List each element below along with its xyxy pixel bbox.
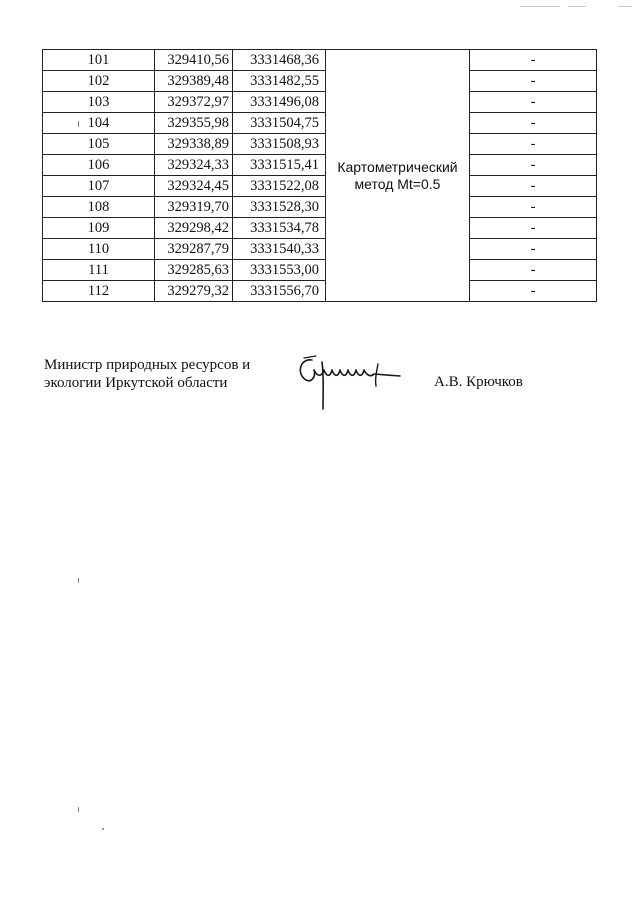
x-coordinate-cell: 329410,56	[155, 50, 233, 71]
y-coordinate-cell: 3331522,08	[233, 176, 326, 197]
value-cell: -	[470, 113, 597, 134]
x-coordinate-cell: 329319,70	[155, 197, 233, 218]
y-coordinate-cell: 3331556,70	[233, 281, 326, 302]
scan-noise	[618, 6, 632, 7]
x-coordinate-cell: 329287,79	[155, 239, 233, 260]
point-number-cell: 111	[43, 260, 155, 281]
x-coordinate-cell: 329338,89	[155, 134, 233, 155]
signoff-title-line-2: экологии Иркутской области	[44, 375, 228, 391]
value-cell: -	[470, 260, 597, 281]
value-cell: -	[470, 197, 597, 218]
point-number-cell: 109	[43, 218, 155, 239]
y-coordinate-cell: 3331534,78	[233, 218, 326, 239]
table-row	[43, 197, 597, 218]
x-coordinate-cell: 329389,48	[155, 71, 233, 92]
table-row	[43, 155, 597, 176]
value-cell: -	[470, 281, 597, 302]
x-coordinate-cell: 329285,63	[155, 260, 233, 281]
scan-speck	[78, 578, 79, 583]
value-cell: -	[470, 155, 597, 176]
y-coordinate-cell: 3331540,33	[233, 239, 326, 260]
y-coordinate-cell: 3331468,36	[233, 50, 326, 71]
value-cell: -	[470, 176, 597, 197]
table-row	[43, 134, 597, 155]
x-coordinate-cell: 329324,45	[155, 176, 233, 197]
table-row	[43, 92, 597, 113]
value-cell: -	[470, 239, 597, 260]
signer-name: А.В. Крючков	[434, 374, 523, 390]
handwritten-signature	[292, 352, 404, 412]
scan-noise	[520, 6, 560, 7]
y-coordinate-cell: 3331553,00	[233, 260, 326, 281]
y-coordinate-cell: 3331482,55	[233, 71, 326, 92]
y-coordinate-cell: 3331528,30	[233, 197, 326, 218]
signoff-block	[44, 356, 250, 392]
table-row	[43, 239, 597, 260]
point-number-cell: 104	[43, 113, 155, 134]
table-row	[43, 260, 597, 281]
table-row	[43, 50, 597, 71]
point-number-cell: 107	[43, 176, 155, 197]
point-number-cell: 108	[43, 197, 155, 218]
table-row	[43, 113, 597, 134]
table-row	[43, 71, 597, 92]
scan-speck	[78, 121, 79, 127]
y-coordinate-cell: 3331496,08	[233, 92, 326, 113]
scan-noise	[568, 6, 586, 7]
value-cell: -	[470, 71, 597, 92]
value-cell: -	[470, 92, 597, 113]
x-coordinate-cell: 329372,97	[155, 92, 233, 113]
table-row	[43, 176, 597, 197]
signoff-title-line-1: Министр природных ресурсов и	[44, 357, 251, 373]
y-coordinate-cell: 3331508,93	[233, 134, 326, 155]
point-number-cell: 102	[43, 71, 155, 92]
x-coordinate-cell: 329298,42	[155, 218, 233, 239]
x-coordinate-cell: 329355,98	[155, 113, 233, 134]
y-coordinate-cell: 3331515,41	[233, 155, 326, 176]
scan-speck	[78, 807, 79, 812]
point-number-cell: 106	[43, 155, 155, 176]
scan-speck	[102, 828, 104, 830]
coordinates-table-body	[43, 50, 597, 302]
table-row	[43, 218, 597, 239]
value-cell: -	[470, 218, 597, 239]
x-coordinate-cell: 329324,33	[155, 155, 233, 176]
method-cell: Картометрический метод Mt=0.5	[326, 50, 470, 302]
table-row	[43, 281, 597, 302]
value-cell: -	[470, 50, 597, 71]
y-coordinate-cell: 3331504,75	[233, 113, 326, 134]
point-number-cell: 101	[43, 50, 155, 71]
x-coordinate-cell: 329279,32	[155, 281, 233, 302]
point-number-cell: 112	[43, 281, 155, 302]
value-cell: -	[470, 134, 597, 155]
coordinates-table	[42, 49, 597, 302]
point-number-cell: 105	[43, 134, 155, 155]
point-number-cell: 110	[43, 239, 155, 260]
point-number-cell: 103	[43, 92, 155, 113]
